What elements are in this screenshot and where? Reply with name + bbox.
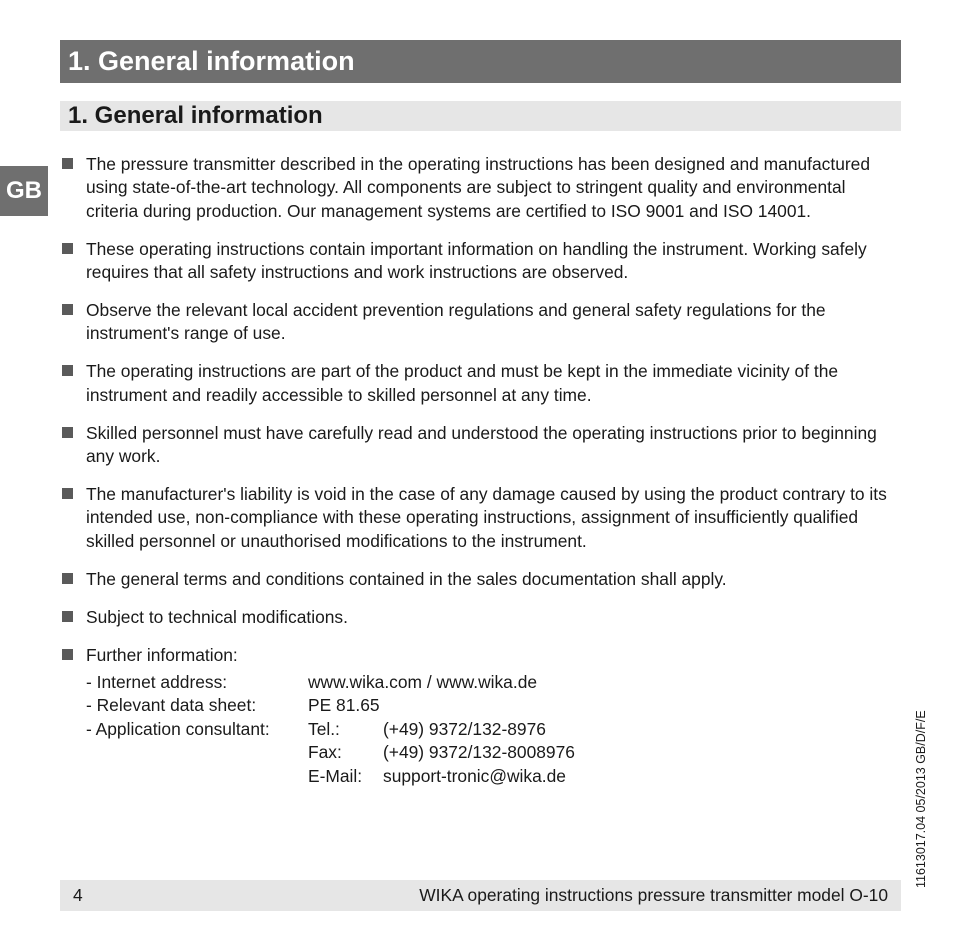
internet-label: - Internet address: bbox=[86, 671, 228, 692]
bullet-list bbox=[60, 153, 900, 788]
list-item bbox=[60, 153, 900, 223]
consultant-label: - Application consultant: bbox=[86, 718, 270, 739]
list-item-text: The manufacturer's liability is void in the case of any damage caused by using the product contrary to its intended use, non-compliance with these operating instructions, assignment of insufficiently qualified skilled personnel or unauthorised modifications to the instrument. bbox=[86, 483, 887, 551]
fax-key: Fax: bbox=[308, 742, 342, 763]
list-item-text: These operating instructions contain important information on handling the instrument. Working safely requires that all safety instructions and work instructions are observed. bbox=[86, 238, 867, 283]
datasheet-value: PE 81.65 bbox=[308, 695, 380, 716]
bullet-square-icon bbox=[62, 365, 73, 376]
list-item-text: The general terms and conditions contained in the sales documentation shall apply. bbox=[86, 568, 727, 589]
bullet-square-icon bbox=[62, 243, 73, 254]
section-title: 1. General information bbox=[68, 46, 355, 76]
list-item bbox=[60, 644, 900, 667]
document-code: 11613017.04 05/2013 GB/D/F/E bbox=[914, 710, 928, 888]
subsection-title: 1. General information bbox=[68, 102, 323, 129]
info-row-internet bbox=[86, 671, 900, 694]
page-number: 4 bbox=[73, 885, 83, 905]
list-item bbox=[60, 606, 900, 629]
list-item bbox=[60, 238, 900, 285]
bullet-square-icon bbox=[62, 304, 73, 315]
list-item-text: Skilled personnel must have carefully read and understood the operating instructions prior to beginning any work. bbox=[86, 422, 877, 467]
tel-value: (+49) 9372/132-8976 bbox=[383, 718, 546, 739]
info-row-datasheet bbox=[86, 694, 900, 717]
list-item bbox=[60, 568, 900, 591]
list-item bbox=[60, 299, 900, 346]
list-item bbox=[60, 360, 900, 407]
language-tab-label: GB bbox=[6, 177, 42, 204]
list-item bbox=[60, 422, 900, 469]
fax-value: (+49) 9372/132-8008976 bbox=[383, 742, 575, 763]
bullet-square-icon bbox=[62, 611, 73, 622]
bullet-square-icon bbox=[62, 158, 73, 169]
list-item-text: Subject to technical modifications. bbox=[86, 606, 348, 627]
further-info-table bbox=[86, 671, 900, 788]
language-tab bbox=[0, 166, 48, 216]
section-header bbox=[60, 40, 901, 83]
list-item bbox=[60, 483, 900, 553]
email-value: support-tronic@wika.de bbox=[383, 765, 566, 786]
list-item-text: Further information: bbox=[86, 644, 238, 665]
email-key: E-Mail: bbox=[308, 765, 363, 786]
bullet-square-icon bbox=[62, 573, 73, 584]
list-item-text: The operating instructions are part of the product and must be kept in the immediate vicinity of the instrument and readily accessible to skilled personnel at any time. bbox=[86, 361, 839, 405]
internet-value: www.wika.com / www.wika.de bbox=[308, 671, 538, 692]
list-item-text: The pressure transmitter described in the operating instructions has been designed and manufactured using state-of-the-art technology. All components are subject to stringent quality and environmental criteria during production. Our management systems are certified to ISO 9001 and ISO 14001. bbox=[86, 154, 871, 221]
bullet-square-icon bbox=[62, 649, 73, 660]
info-row-tel bbox=[86, 718, 900, 741]
datasheet-label: - Relevant data sheet: bbox=[86, 695, 257, 716]
page-footer bbox=[60, 880, 901, 911]
info-row-fax bbox=[86, 741, 900, 764]
subsection-header bbox=[60, 101, 901, 131]
bullet-square-icon bbox=[62, 488, 73, 499]
list-item-text: Observe the relevant local accident prevention regulations and general safety regulations for the instrument's range of use. bbox=[86, 300, 826, 344]
info-row-email bbox=[86, 765, 900, 788]
bullet-square-icon bbox=[62, 427, 73, 438]
tel-key: Tel.: bbox=[308, 718, 340, 739]
footer-title: WIKA operating instructions pressure transmitter model O-10 bbox=[419, 885, 888, 905]
